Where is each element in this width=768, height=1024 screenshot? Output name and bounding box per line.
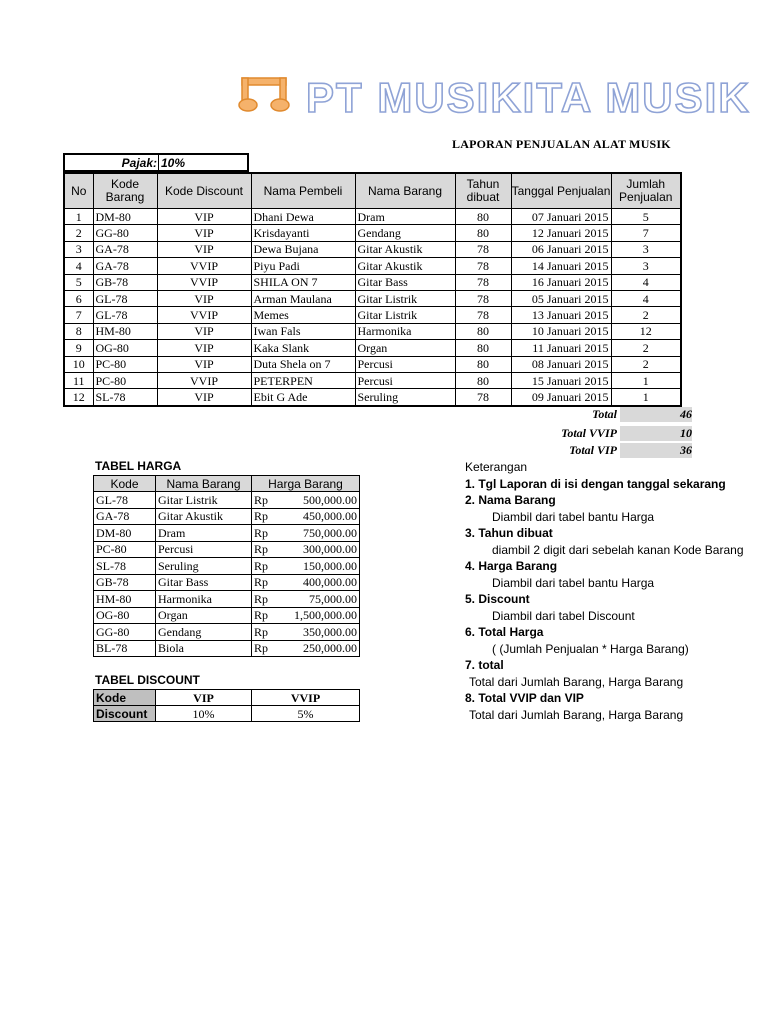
- cell-kode-barang: GA-78: [93, 241, 157, 257]
- cell-kode-discount: VIP: [157, 323, 251, 339]
- note-4-heading: 4. Harga Barang: [465, 559, 558, 573]
- price-cell-kode: GA-78: [94, 508, 156, 525]
- music-note-logo-icon: [236, 74, 292, 114]
- note-5-heading: 5. Discount: [465, 592, 530, 606]
- price-cell-kode: SL-78: [94, 558, 156, 575]
- discount-kode-row: [94, 690, 360, 706]
- cell-nama-barang: Percusi: [355, 356, 455, 372]
- company-name: PT MUSIKITA MUSIK: [306, 74, 751, 121]
- cell-nama-barang: Gitar Listrik: [355, 290, 455, 306]
- cell-tahun-dibuat: 78: [455, 258, 511, 274]
- price-cell-harga: 450,000.00: [274, 508, 360, 525]
- cell-nama-pembeli: Krisdayanti: [251, 225, 355, 241]
- discount-kode-label: Kode: [94, 690, 156, 706]
- table-row: [94, 624, 360, 641]
- price-cell-kode: GG-80: [94, 624, 156, 641]
- discount-table-title: TABEL DISCOUNT: [95, 673, 200, 687]
- price-cell-currency: Rp: [252, 640, 274, 657]
- price-header-harga-barang: Harga Barang: [252, 476, 360, 492]
- cell-no: 4: [64, 258, 93, 274]
- note-2-heading: 2. Nama Barang: [465, 493, 556, 507]
- price-cell-kode: GB-78: [94, 574, 156, 591]
- cell-tahun-dibuat: 80: [455, 225, 511, 241]
- cell-jumlah-penjualan: 1: [611, 372, 681, 388]
- cell-kode-barang: SL-78: [93, 389, 157, 406]
- cell-kode-discount: VVIP: [157, 372, 251, 388]
- cell-kode-barang: GL-78: [93, 307, 157, 323]
- cell-tanggal-penjualan: 06 Januari 2015: [511, 241, 611, 257]
- cell-nama-barang: Gitar Akustik: [355, 241, 455, 257]
- price-cell-currency: Rp: [252, 558, 274, 575]
- cell-tanggal-penjualan: 14 Januari 2015: [511, 258, 611, 274]
- table-row: [64, 209, 681, 225]
- cell-nama-pembeli: Dewa Bujana: [251, 241, 355, 257]
- cell-nama-pembeli: Iwan Fals: [251, 323, 355, 339]
- cell-kode-barang: GL-78: [93, 290, 157, 306]
- cell-tahun-dibuat: 78: [455, 241, 511, 257]
- cell-kode-barang: HM-80: [93, 323, 157, 339]
- cell-no: 2: [64, 225, 93, 241]
- table-row: [94, 558, 360, 575]
- total-vvip-row: [497, 426, 692, 441]
- cell-jumlah-penjualan: 4: [611, 274, 681, 290]
- cell-tanggal-penjualan: 12 Januari 2015: [511, 225, 611, 241]
- table-row: [64, 389, 681, 406]
- table-row: [64, 356, 681, 372]
- cell-tanggal-penjualan: 11 Januari 2015: [511, 340, 611, 356]
- note-6-detail: ( (Jumlah Penjualan * Harga Barang): [492, 641, 689, 656]
- cell-nama-barang: Gitar Listrik: [355, 307, 455, 323]
- cell-kode-barang: OG-80: [93, 340, 157, 356]
- cell-nama-barang: Gitar Akustik: [355, 258, 455, 274]
- cell-no: 10: [64, 356, 93, 372]
- total-vvip-value: 10: [620, 426, 692, 441]
- header-nama-barang: Nama Barang: [355, 173, 455, 209]
- cell-nama-pembeli: Arman Maulana: [251, 290, 355, 306]
- table-row: [64, 241, 681, 257]
- cell-tanggal-penjualan: 09 Januari 2015: [511, 389, 611, 406]
- table-row: [64, 323, 681, 339]
- note-3-heading: 3. Tahun dibuat: [465, 526, 553, 540]
- cell-tahun-dibuat: 80: [455, 356, 511, 372]
- discount-vvip-label: VVIP: [252, 690, 360, 706]
- cell-nama-pembeli: Memes: [251, 307, 355, 323]
- tax-label: Pajak:: [121, 156, 157, 170]
- total-label: Total: [592, 407, 617, 421]
- header-tahun-dibuat: Tahun dibuat: [455, 173, 511, 209]
- cell-jumlah-penjualan: 2: [611, 356, 681, 372]
- table-row: [94, 525, 360, 542]
- discount-vvip-value: 5%: [252, 706, 360, 722]
- cell-kode-barang: GG-80: [93, 225, 157, 241]
- cell-tahun-dibuat: 78: [455, 307, 511, 323]
- note-5-detail: Diambil dari tabel Discount: [492, 608, 635, 623]
- cell-jumlah-penjualan: 3: [611, 241, 681, 257]
- cell-kode-discount: VVIP: [157, 274, 251, 290]
- price-cell-harga: 250,000.00: [274, 640, 360, 657]
- cell-no: 5: [64, 274, 93, 290]
- cell-tahun-dibuat: 78: [455, 290, 511, 306]
- cell-kode-discount: VIP: [157, 340, 251, 356]
- total-vvip-label: Total VVIP: [561, 426, 617, 440]
- cell-jumlah-penjualan: 7: [611, 225, 681, 241]
- header-nama-pembeli: Nama Pembeli: [251, 173, 355, 209]
- price-cell-kode: BL-78: [94, 640, 156, 657]
- price-table-title: TABEL HARGA: [95, 459, 182, 473]
- cell-tahun-dibuat: 78: [455, 274, 511, 290]
- cell-jumlah-penjualan: 4: [611, 290, 681, 306]
- table-row: [64, 340, 681, 356]
- cell-nama-barang: Percusi: [355, 372, 455, 388]
- cell-kode-discount: VIP: [157, 209, 251, 225]
- cell-jumlah-penjualan: 12: [611, 323, 681, 339]
- cell-kode-discount: VVIP: [157, 258, 251, 274]
- cell-nama-barang: Seruling: [355, 389, 455, 406]
- cell-tahun-dibuat: 80: [455, 372, 511, 388]
- note-8-heading: 8. Total VVIP dan VIP: [465, 691, 584, 705]
- price-cell-nama-barang: Seruling: [156, 558, 252, 575]
- cell-nama-pembeli: SHILA ON 7: [251, 274, 355, 290]
- discount-value-row: [94, 706, 360, 722]
- cell-no: 9: [64, 340, 93, 356]
- table-row: [94, 574, 360, 591]
- price-cell-currency: Rp: [252, 591, 274, 608]
- notes-panel: [465, 459, 744, 723]
- cell-no: 6: [64, 290, 93, 306]
- sales-header-row: [64, 173, 681, 209]
- price-cell-harga: 75,000.00: [274, 591, 360, 608]
- price-cell-nama-barang: Biola: [156, 640, 252, 657]
- cell-nama-pembeli: PETERPEN: [251, 372, 355, 388]
- header-no: No: [64, 173, 93, 209]
- price-cell-nama-barang: Gitar Listrik: [156, 492, 252, 509]
- price-cell-currency: Rp: [252, 492, 274, 509]
- cell-nama-barang: Harmonika: [355, 323, 455, 339]
- table-row: [94, 591, 360, 608]
- cell-nama-pembeli: Dhani Dewa: [251, 209, 355, 225]
- table-row: [64, 274, 681, 290]
- cell-nama-pembeli: Duta Shela on 7: [251, 356, 355, 372]
- cell-kode-discount: VIP: [157, 290, 251, 306]
- cell-kode-barang: DM-80: [93, 209, 157, 225]
- price-cell-kode: HM-80: [94, 591, 156, 608]
- table-row: [94, 492, 360, 509]
- cell-kode-barang: GA-78: [93, 258, 157, 274]
- cell-kode-discount: VIP: [157, 241, 251, 257]
- table-row: [64, 258, 681, 274]
- total-row: [497, 407, 692, 422]
- report-title: LAPORAN PENJUALAN ALAT MUSIK: [452, 137, 671, 151]
- price-cell-kode: OG-80: [94, 607, 156, 624]
- cell-tahun-dibuat: 80: [455, 323, 511, 339]
- cell-no: 3: [64, 241, 93, 257]
- cell-tahun-dibuat: 80: [455, 209, 511, 225]
- table-row: [64, 225, 681, 241]
- note-2-detail: Diambil dari tabel bantu Harga: [492, 509, 655, 524]
- price-cell-kode: PC-80: [94, 541, 156, 558]
- note-7-detail: Total dari Jumlah Barang, Harga Barang: [469, 674, 684, 689]
- cell-jumlah-penjualan: 2: [611, 340, 681, 356]
- cell-nama-barang: Gendang: [355, 225, 455, 241]
- price-cell-currency: Rp: [252, 508, 274, 525]
- discount-vip-value: 10%: [156, 706, 252, 722]
- price-cell-harga: 350,000.00: [274, 624, 360, 641]
- cell-kode-barang: PC-80: [93, 372, 157, 388]
- cell-no: 11: [64, 372, 93, 388]
- discount-vip-label: VIP: [156, 690, 252, 706]
- price-cell-currency: Rp: [252, 574, 274, 591]
- price-header-nama-barang: Nama Barang: [156, 476, 252, 492]
- price-header-row: [94, 476, 360, 492]
- cell-jumlah-penjualan: 3: [611, 258, 681, 274]
- table-row: [64, 307, 681, 323]
- cell-tanggal-penjualan: 10 Januari 2015: [511, 323, 611, 339]
- tax-box: [63, 153, 249, 172]
- price-cell-nama-barang: Organ: [156, 607, 252, 624]
- cell-no: 7: [64, 307, 93, 323]
- cell-tanggal-penjualan: 05 Januari 2015: [511, 290, 611, 306]
- cell-nama-barang: Gitar Bass: [355, 274, 455, 290]
- cell-jumlah-penjualan: 1: [611, 389, 681, 406]
- note-6-heading: 6. Total Harga: [465, 625, 544, 639]
- tax-value: 10%: [161, 156, 186, 170]
- total-value: 46: [620, 407, 692, 422]
- cell-kode-discount: VIP: [157, 225, 251, 241]
- discount-discount-label: Discount: [94, 706, 156, 722]
- price-cell-kode: GL-78: [94, 492, 156, 509]
- cell-tahun-dibuat: 80: [455, 340, 511, 356]
- price-cell-harga: 1,500,000.00: [274, 607, 360, 624]
- cell-nama-pembeli: Kaka Slank: [251, 340, 355, 356]
- cell-kode-barang: GB-78: [93, 274, 157, 290]
- cell-jumlah-penjualan: 2: [611, 307, 681, 323]
- price-cell-nama-barang: Percusi: [156, 541, 252, 558]
- price-cell-nama-barang: Gendang: [156, 624, 252, 641]
- cell-no: 12: [64, 389, 93, 406]
- note-7-heading: 7. total: [465, 658, 504, 672]
- cell-kode-discount: VIP: [157, 389, 251, 406]
- header-tanggal-penjualan: Tanggal Penjualan: [511, 173, 611, 209]
- price-cell-harga: 500,000.00: [274, 492, 360, 509]
- price-cell-kode: DM-80: [94, 525, 156, 542]
- cell-kode-discount: VIP: [157, 356, 251, 372]
- cell-jumlah-penjualan: 5: [611, 209, 681, 225]
- price-cell-currency: Rp: [252, 607, 274, 624]
- table-row: [94, 541, 360, 558]
- total-vip-row: [497, 443, 692, 458]
- table-row: [94, 640, 360, 657]
- sales-table: [63, 172, 682, 407]
- table-row: [94, 508, 360, 525]
- header-jumlah-penjualan: Jumlah Penjualan: [611, 173, 681, 209]
- cell-tanggal-penjualan: 16 Januari 2015: [511, 274, 611, 290]
- price-cell-harga: 400,000.00: [274, 574, 360, 591]
- total-vip-value: 36: [620, 443, 692, 458]
- cell-no: 1: [64, 209, 93, 225]
- table-row: [64, 372, 681, 388]
- cell-tanggal-penjualan: 15 Januari 2015: [511, 372, 611, 388]
- price-cell-currency: Rp: [252, 624, 274, 641]
- cell-kode-barang: PC-80: [93, 356, 157, 372]
- price-cell-nama-barang: Harmonika: [156, 591, 252, 608]
- table-row: [64, 290, 681, 306]
- price-cell-nama-barang: Gitar Bass: [156, 574, 252, 591]
- header-kode-discount: Kode Discount: [157, 173, 251, 209]
- table-row: [94, 607, 360, 624]
- cell-nama-pembeli: Ebit G Ade: [251, 389, 355, 406]
- cell-tanggal-penjualan: 08 Januari 2015: [511, 356, 611, 372]
- cell-tanggal-penjualan: 13 Januari 2015: [511, 307, 611, 323]
- discount-table: [93, 689, 360, 722]
- price-cell-currency: Rp: [252, 541, 274, 558]
- total-vip-label: Total VIP: [569, 443, 617, 457]
- notes-title: Keterangan: [465, 460, 528, 474]
- price-cell-harga: 750,000.00: [274, 525, 360, 542]
- note-1-heading: 1. Tgl Laporan di isi dengan tanggal sekarang: [465, 476, 726, 491]
- cell-tanggal-penjualan: 07 Januari 2015: [511, 209, 611, 225]
- price-header-kode: Kode: [94, 476, 156, 492]
- cell-nama-pembeli: Piyu Padi: [251, 258, 355, 274]
- cell-no: 8: [64, 323, 93, 339]
- price-cell-currency: Rp: [252, 525, 274, 542]
- cell-kode-discount: VVIP: [157, 307, 251, 323]
- price-cell-harga: 150,000.00: [274, 558, 360, 575]
- note-4-detail: Diambil dari tabel bantu Harga: [492, 575, 655, 590]
- price-cell-nama-barang: Dram: [156, 525, 252, 542]
- cell-tahun-dibuat: 78: [455, 389, 511, 406]
- cell-nama-barang: Organ: [355, 340, 455, 356]
- price-table: [93, 475, 360, 657]
- header-kode-barang: Kode Barang: [93, 173, 157, 209]
- cell-nama-barang: Dram: [355, 209, 455, 225]
- note-8-detail: Total dari Jumlah Barang, Harga Barang: [469, 707, 684, 722]
- note-3-detail: diambil 2 digit dari sebelah kanan Kode Barang: [492, 542, 744, 557]
- price-cell-nama-barang: Gitar Akustik: [156, 508, 252, 525]
- price-cell-harga: 300,000.00: [274, 541, 360, 558]
